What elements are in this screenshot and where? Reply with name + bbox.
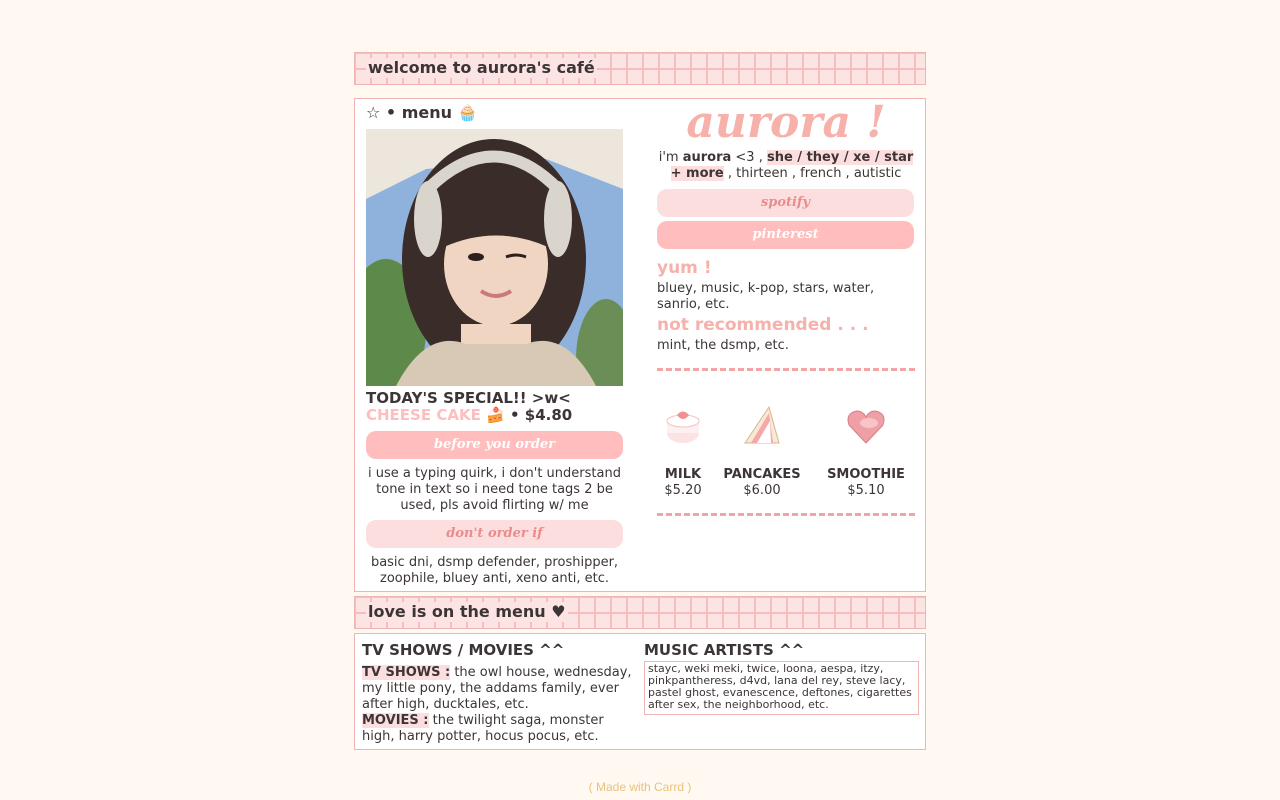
site-title: welcome to aurora's café bbox=[368, 58, 595, 77]
intro-name: aurora bbox=[682, 150, 732, 165]
love-title: love is on the menu ♥ bbox=[368, 602, 566, 621]
made-with-carrd-link[interactable]: ( Made with Carrd ) bbox=[588, 780, 692, 794]
header-bar bbox=[354, 52, 926, 85]
tv-label: TV SHOWS : bbox=[362, 665, 451, 680]
tv-list: the owl house, wednesday, my little pony, the addams family, ever after high, ducktales, etc. bbox=[362, 665, 632, 712]
divider-bottom bbox=[657, 513, 915, 516]
before-you-order-text: i use a typing quirk, i don't understand tone in text so i need tone tags 2 be used, pls avoid flirting w/ me bbox=[368, 466, 621, 513]
food-item-smoothie bbox=[821, 403, 911, 498]
dont-order-if-button[interactable]: don't order if bbox=[366, 520, 623, 548]
divider-top bbox=[657, 368, 915, 371]
music-heading: MUSIC ARTISTS ^^ bbox=[644, 641, 805, 659]
profile-name: aurora ! bbox=[686, 97, 886, 148]
food-price-smoothie: $5.10 bbox=[847, 483, 885, 498]
special-price: • $4.80 bbox=[509, 406, 573, 424]
sandwich-icon bbox=[739, 403, 785, 449]
dont-order-if-text: basic dni, dsmp defender, proshipper, zoophile, bluey anti, xeno anti, etc. bbox=[370, 555, 619, 586]
special-item: CHEESE CAKE bbox=[366, 406, 481, 424]
food-price-pancakes: $6.00 bbox=[743, 483, 781, 498]
intro-mid: <3 , bbox=[731, 150, 767, 165]
spotify-button[interactable]: spotify bbox=[657, 189, 914, 217]
food-name-milk: MILK bbox=[664, 467, 702, 482]
special-line bbox=[366, 407, 572, 424]
menu-heading: ☆ • menu 🧁 bbox=[366, 103, 478, 122]
profile-photo bbox=[366, 129, 623, 386]
food-price-milk: $5.20 bbox=[664, 483, 702, 498]
intro-prefix: i'm bbox=[658, 150, 683, 165]
favorites-panel bbox=[354, 633, 926, 750]
heart-cake-icon bbox=[843, 403, 889, 449]
food-item-pancakes bbox=[717, 403, 807, 498]
music-box: stayc, weki meki, twice, loona, aespa, itzy, pinkpantheress, d4vd, lana del rey, steve lacy, pastel ghost, evanescence, deftones, cigarettes after sex, the neighborhood, etc. bbox=[644, 661, 919, 715]
cake-icon: 🍰 bbox=[486, 406, 505, 424]
special-title: TODAY'S SPECIAL!! >w< bbox=[366, 389, 571, 407]
yum-heading: yum ! bbox=[657, 258, 712, 278]
shows-text bbox=[362, 665, 636, 745]
movies-label: MOVIES : bbox=[362, 713, 429, 728]
not-recommended-heading: not recommended . . . bbox=[657, 315, 869, 335]
food-name-pancakes: PANCAKES bbox=[723, 467, 801, 482]
food-name-smoothie: SMOOTHIE bbox=[827, 467, 905, 482]
shows-heading: TV SHOWS / MOVIES ^^ bbox=[362, 641, 565, 659]
not-recommended-text: mint, the dsmp, etc. bbox=[657, 338, 789, 353]
love-bar bbox=[354, 596, 926, 629]
before-you-order-button[interactable]: before you order bbox=[366, 431, 623, 459]
main-panel bbox=[354, 98, 926, 592]
food-item-milk bbox=[638, 403, 728, 498]
movies-list: the twilight saga, monster high, harry potter, hocus pocus, etc. bbox=[362, 713, 604, 744]
pronouns: she / they / xe / star + more bbox=[670, 150, 914, 181]
intro-suffix: , thirteen , french , autistic bbox=[723, 166, 902, 181]
profile-intro bbox=[657, 150, 915, 182]
pinterest-button[interactable]: pinterest bbox=[657, 221, 914, 249]
yum-text: bluey, music, k-pop, stars, water, sanrio, etc. bbox=[657, 281, 875, 312]
milk-cake-icon bbox=[660, 403, 706, 449]
